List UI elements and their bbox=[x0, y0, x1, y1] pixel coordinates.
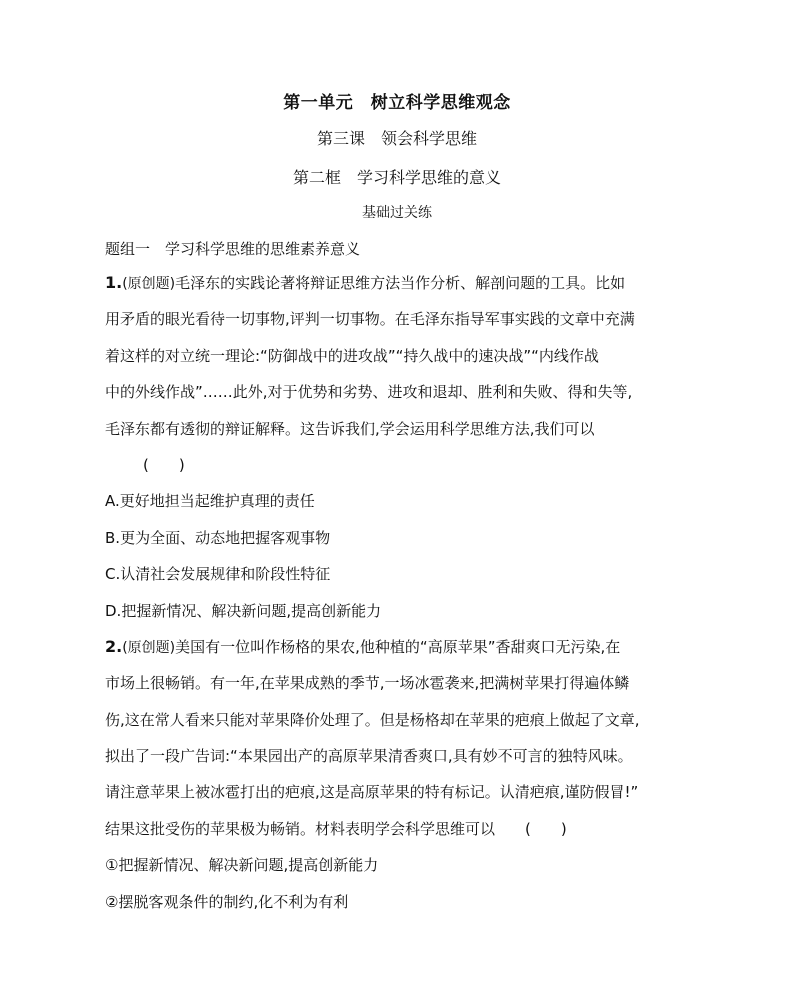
option-letter: B. bbox=[105, 528, 121, 547]
question-1-option-c bbox=[105, 561, 695, 587]
practice-title: 基础过关练 bbox=[362, 205, 432, 221]
content-body bbox=[105, 236, 695, 925]
frame-title: 第二框 学习科学思维的意义 bbox=[292, 168, 501, 187]
question-1-line: 毛泽东都有透彻的辩证解释。这告诉我们,学会运用科学思维方法,我们可以 bbox=[105, 419, 595, 438]
question-2-line: 市场上很畅销。有一年,在苹果成熟的季节,一场冰雹袭来,把满树苹果打得遍体鳞 bbox=[105, 674, 630, 693]
question-2-line bbox=[105, 634, 695, 660]
question-2-line: 拟出了一段广告词:“本果园出产的高原苹果清香爽口,具有妙不可言的独特风味。 bbox=[105, 747, 633, 766]
question-2-text: 美国有一位叫作杨格的果农,他种植的“高原苹果”香甜爽口无污染,在 bbox=[175, 637, 621, 656]
question-2-line: 伤,这在常人看来只能对苹果降价处理了。但是杨格却在苹果的疤痕上做起了文章, bbox=[105, 710, 640, 729]
option-text: 认清社会发展规律和阶段性特征 bbox=[120, 565, 331, 584]
question-1-line bbox=[105, 270, 695, 296]
question-1-answer-blank: ( ) bbox=[143, 455, 185, 474]
option-letter: D. bbox=[105, 601, 122, 620]
lesson-title: 第三课 领会科学思维 bbox=[316, 129, 477, 148]
option-letter: A. bbox=[105, 492, 120, 511]
question-1-option-b bbox=[105, 525, 695, 551]
question-2-item-1: ①把握新情况、解决新问题,提高创新能力 bbox=[105, 856, 379, 875]
question-1-number: 1. bbox=[105, 273, 123, 292]
question-2-text: 结果这批受伤的苹果极为畅销。材料表明学会科学思维可以 bbox=[105, 819, 496, 838]
question-2-tag: (原创题) bbox=[122, 639, 176, 656]
question-2-number: 2. bbox=[105, 636, 123, 656]
question-2-answer-blank: ( ) bbox=[495, 819, 567, 838]
group-title: 题组一 学习科学思维的思维素养意义 bbox=[105, 240, 361, 258]
question-1-line: 中的外线作战”……此外,对于优势和劣势、进攻和退却、胜利和失败、得和失等, bbox=[105, 383, 633, 402]
question-1-tag: (原创题) bbox=[122, 276, 176, 292]
question-2-item-2: ②摆脱客观条件的制约,化不利为有利 bbox=[105, 892, 349, 911]
question-2 bbox=[105, 634, 695, 915]
question-1-line: 着这样的对立统一理论:“防御战中的进攻战”“持久战中的速决战”“内线作战 bbox=[105, 346, 599, 365]
question-1 bbox=[105, 270, 695, 624]
question-2-line bbox=[105, 816, 695, 842]
question-2-line: 请注意苹果上被冰雹打出的疤痕,这是高原苹果的特有标记。认清疤痕,谨防假冒!” bbox=[105, 783, 639, 802]
question-1-answer-blank-row bbox=[105, 452, 695, 478]
question-1-line: 用矛盾的眼光看待一切事物,评判一切事物。在毛泽东指导军事实践的文章中充满 bbox=[105, 310, 635, 329]
option-text: 把握新情况、解决新问题,提高创新能力 bbox=[121, 601, 382, 620]
title-block bbox=[0, 92, 794, 223]
unit-title: 第一单元 树立科学思维观念 bbox=[283, 93, 511, 113]
option-text: 更为全面、动态地把握客观事物 bbox=[120, 528, 331, 547]
question-1-option-d bbox=[105, 598, 695, 624]
option-letter: C. bbox=[105, 565, 121, 584]
option-text: 更好地担当起维护真理的责任 bbox=[119, 492, 315, 511]
question-1-text: 毛泽东的实践论著将辩证思维方法当作分析、解剖问题的工具。比如 bbox=[175, 274, 626, 292]
question-1-option-a bbox=[105, 488, 695, 514]
